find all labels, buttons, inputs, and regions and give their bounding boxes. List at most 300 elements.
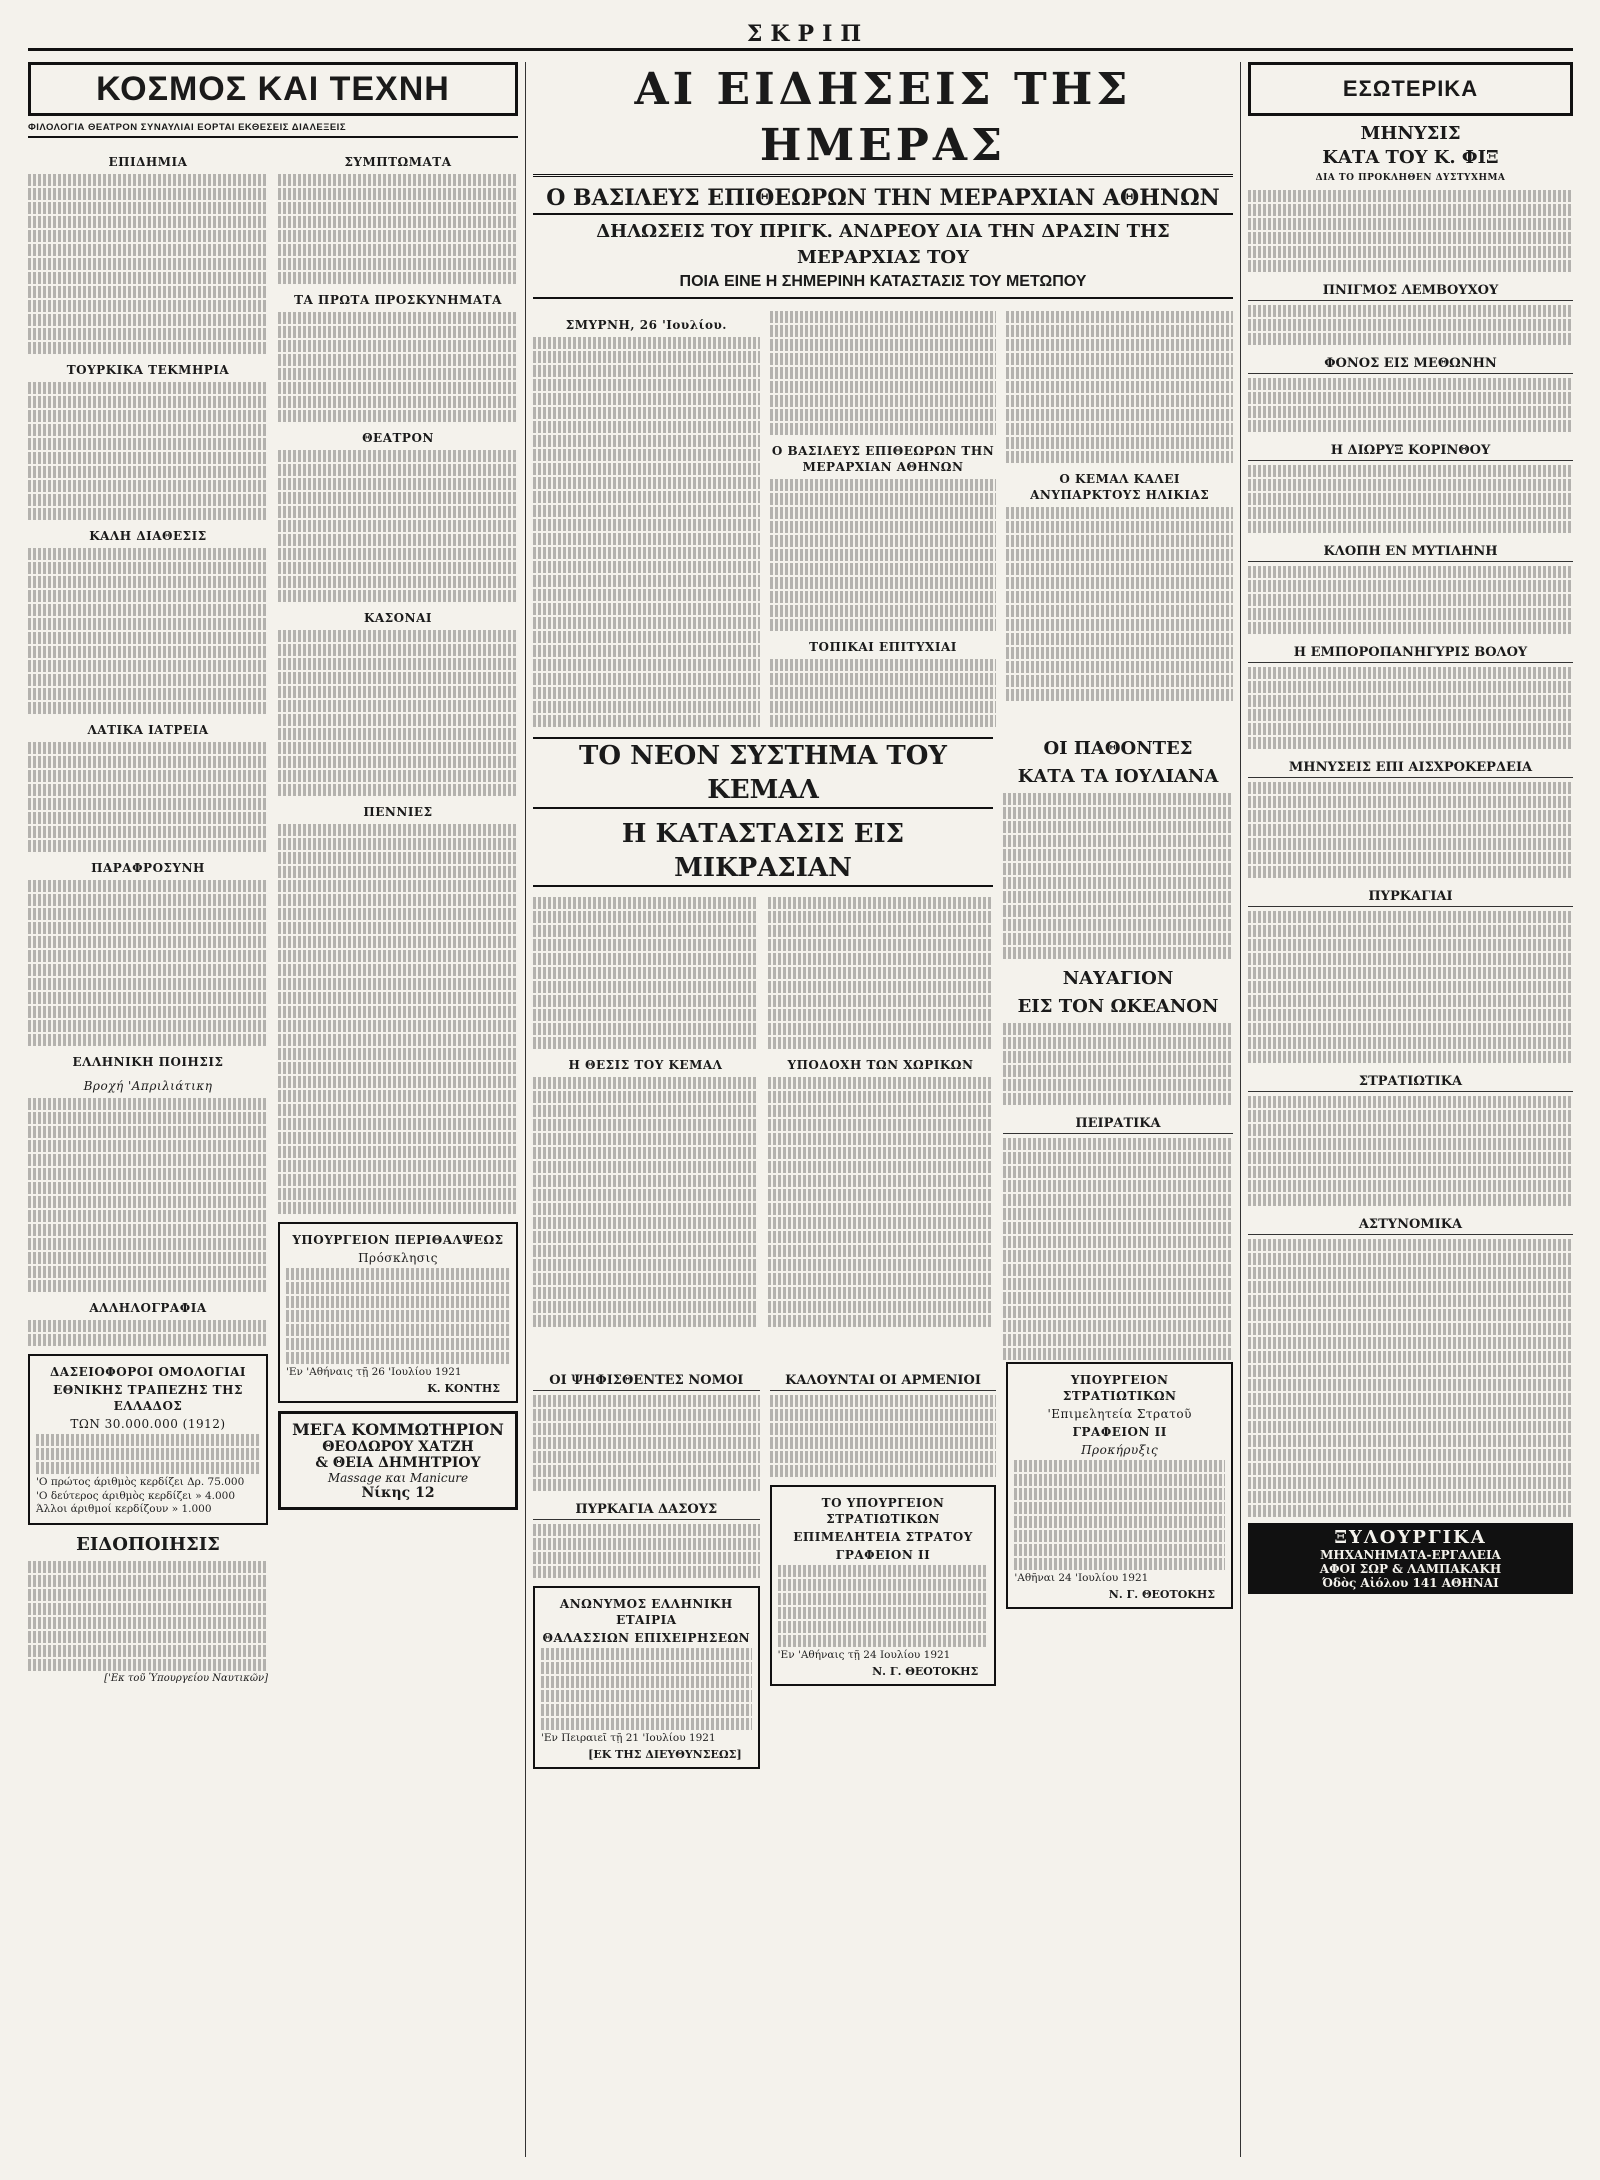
text-line <box>278 450 518 462</box>
army-notice-1 <box>770 1485 997 1686</box>
text-line <box>28 382 268 394</box>
text-line <box>28 188 268 200</box>
text-line <box>278 396 518 408</box>
text-line <box>278 1062 518 1074</box>
center-bottom-b <box>770 1362 997 1777</box>
text-line <box>278 464 518 476</box>
text-line <box>278 658 518 670</box>
text-line <box>770 1423 997 1435</box>
text-line <box>278 1090 518 1102</box>
text-line <box>278 1188 518 1200</box>
text-line <box>770 311 997 323</box>
text-line <box>778 1635 989 1647</box>
text-line <box>28 328 268 340</box>
article-heading: ΜΗΝΥΣΙΣ <box>1360 123 1461 144</box>
text-line <box>1003 1306 1233 1318</box>
text-line <box>1006 437 1233 449</box>
section-heading: ΤΟΥΡΚΙΚΑ ΤΕΚΜΗΡΙΑ <box>66 363 230 377</box>
text-line <box>28 272 268 284</box>
text-line <box>768 967 993 979</box>
text-line <box>1248 566 1573 578</box>
text-line <box>1003 947 1233 959</box>
text-line <box>278 382 518 394</box>
text-line <box>278 978 518 990</box>
text-line <box>1003 1236 1233 1248</box>
text-line <box>1248 1337 1573 1349</box>
text-line <box>1248 667 1573 679</box>
text-line <box>278 506 518 518</box>
text-line <box>1003 1152 1233 1164</box>
text-line <box>1248 1477 1573 1489</box>
section-heading: ΛΑΤΙΚΑ ΙΑΤΡΕΙΑ <box>87 723 209 737</box>
text-line <box>286 1310 510 1322</box>
text-line <box>1003 1222 1233 1234</box>
text-line <box>28 1334 268 1346</box>
text-line <box>533 1147 758 1159</box>
text-line <box>768 1161 993 1173</box>
text-line <box>28 1006 268 1018</box>
text-line <box>770 701 997 713</box>
text-line <box>1006 675 1233 687</box>
text-line <box>1014 1502 1225 1514</box>
text-line <box>28 618 268 630</box>
subheadline-2: ΠΟΙΑ ΕΙΝΕ Η ΣΗΜΕΡΙΝΗ ΚΑΤΑΣΤΑΣΙΣ ΤΟΥ ΜΕΤΩΠΟΥ <box>533 271 1233 299</box>
text-line <box>1006 521 1233 533</box>
bank-row: Άλλοι άριθμοί κερδίζουν » 1.000 <box>36 1503 212 1515</box>
text-line <box>28 964 268 976</box>
right-column <box>1248 62 1573 2157</box>
text-line <box>1248 1491 1573 1503</box>
text-line <box>533 1566 760 1578</box>
text-line <box>28 1575 268 1587</box>
text-line <box>28 258 268 270</box>
text-line <box>1248 622 1573 634</box>
text-line <box>768 1175 993 1187</box>
text-line <box>1248 1152 1573 1164</box>
text-line <box>28 1154 268 1166</box>
text-line <box>1248 1323 1573 1335</box>
text-line <box>278 672 518 684</box>
text-line <box>1248 796 1573 808</box>
section-banner-kosmos: ΚΟΣΜΟΣ ΚΑΙ ΤΕΧΝΗ <box>28 62 518 116</box>
text-line <box>278 728 518 740</box>
text-line <box>1003 807 1233 819</box>
text-line <box>1006 339 1233 351</box>
column-divider <box>525 62 526 2157</box>
text-line <box>1006 633 1233 645</box>
text-line <box>768 1301 993 1313</box>
text-line <box>1248 866 1573 878</box>
left-column <box>28 62 518 2157</box>
text-line <box>28 950 268 962</box>
text-line <box>533 351 760 363</box>
subheading: ΥΠΟΔΟΧΗ ΤΩΝ ΧΩΡΙΚΩΝ <box>787 1058 974 1072</box>
text-line <box>768 1077 993 1089</box>
text-line <box>1248 1023 1573 1035</box>
notices-signature: ['Εκ τοῦ Ὑπουργείου Ναυτικῶν] <box>104 1672 268 1684</box>
text-line <box>533 533 760 545</box>
text-line <box>541 1648 752 1660</box>
text-line <box>1248 1379 1573 1391</box>
text-line <box>28 1224 268 1236</box>
text-line <box>36 1448 260 1460</box>
text-line <box>533 421 760 433</box>
text-line <box>768 1147 993 1159</box>
text-line <box>533 1451 760 1463</box>
text-line <box>28 576 268 588</box>
text-line <box>278 188 518 200</box>
text-line <box>28 1645 268 1657</box>
text-line <box>1003 1208 1233 1220</box>
main-title: ΑΙ ΕΙΔΗΣΕΙΣ ΤΗΣ ΗΜΕΡΑΣ <box>533 62 1233 177</box>
text-line <box>533 1023 758 1035</box>
text-line <box>1006 325 1233 337</box>
text-line <box>278 1146 518 1158</box>
section-heading: Η ΔΙΩΡΥΞ ΚΟΡΙΝΘΟΥ <box>1248 442 1573 461</box>
text-line <box>533 561 760 573</box>
top-rule <box>28 48 1573 51</box>
text-line <box>1003 863 1233 875</box>
text-line <box>770 577 997 589</box>
text-line <box>1003 821 1233 833</box>
text-line <box>28 562 268 574</box>
text-line <box>533 1189 758 1201</box>
ad-line: ΘΕΟΔΩΡΟΥ ΧΑΤΖΗ <box>322 1438 474 1455</box>
text-line <box>278 1132 518 1144</box>
text-line <box>770 563 997 575</box>
text-line <box>28 396 268 408</box>
text-line <box>1248 594 1573 606</box>
text-line <box>533 407 760 419</box>
text-line <box>533 379 760 391</box>
text-line <box>768 1231 993 1243</box>
text-line <box>533 1231 758 1243</box>
text-line <box>1003 1023 1233 1035</box>
text-line <box>28 1140 268 1152</box>
text-line <box>28 756 268 768</box>
text-line <box>1003 1166 1233 1178</box>
text-line <box>533 1105 758 1117</box>
text-line <box>778 1607 989 1619</box>
kemal-columns <box>533 895 993 1329</box>
text-line <box>1003 1079 1233 1091</box>
text-line <box>1248 1051 1573 1063</box>
text-line <box>770 507 997 519</box>
text-line <box>1248 1421 1573 1433</box>
text-line <box>278 922 518 934</box>
armenians-title: ΚΑΛΟΥΝΤΑΙ ΟΙ ΑΡΜΕΝΙΟΙ <box>770 1372 997 1391</box>
text-line <box>533 715 760 727</box>
text-line <box>278 770 518 782</box>
army2-office: ΓΡΑΦΕΙΟΝ ΙΙ <box>1072 1425 1167 1439</box>
text-line <box>1006 647 1233 659</box>
text-line <box>286 1268 510 1280</box>
text-line <box>1006 535 1233 547</box>
text-line <box>1248 1037 1573 1049</box>
text-line <box>1003 1250 1233 1262</box>
army1-signature: Ν. Γ. ΘΕΟΤΟΚΗΣ <box>872 1664 979 1678</box>
text-line <box>533 659 760 671</box>
text-line <box>1006 563 1233 575</box>
text-line <box>1248 1435 1573 1447</box>
ad-line: & ΘΕΙΑ ΔΗΜΗΤΡΙΟΥ <box>315 1454 481 1471</box>
text-line <box>28 1182 268 1194</box>
text-line <box>1248 246 1573 258</box>
text-line <box>28 424 268 436</box>
text-line <box>1248 1009 1573 1021</box>
text-line <box>36 1434 260 1446</box>
section-heading: Η ΕΜΠΟΡΟΠΑΝΗΓΥΡΙΣ ΒΟΛΟΥ <box>1248 644 1573 663</box>
text-line <box>28 1561 268 1573</box>
text-line <box>278 742 518 754</box>
kemal-article <box>533 729 993 1362</box>
text-line <box>768 1133 993 1145</box>
text-line <box>768 953 993 965</box>
text-line <box>533 1301 758 1313</box>
text-line <box>1003 877 1233 889</box>
text-line <box>28 894 268 906</box>
text-line <box>278 630 518 642</box>
text-line <box>768 1315 993 1327</box>
text-line <box>28 770 268 782</box>
text-line <box>28 936 268 948</box>
text-line <box>28 1112 268 1124</box>
army2-proclamation: Προκήρυξις <box>1081 1443 1159 1457</box>
text-line <box>278 1076 518 1088</box>
text-line <box>770 367 997 379</box>
text-line <box>28 216 268 228</box>
text-line <box>1003 849 1233 861</box>
bank-title: ΔΑΣΕΙΟΦΟΡΟΙ ΟΜΟΛΟΓΙΑΙ <box>49 1365 246 1379</box>
army1-subtitle: ΕΠΙΜΕΛΗΤΕΙΑ ΣΤΡΑΤΟΥ <box>793 1530 973 1544</box>
text-line <box>278 1118 518 1130</box>
text-line <box>278 784 518 796</box>
pathontes-subtitle: ΚΑΤΑ ΤΑ ΙΟΥΛΙΑΝΑ <box>1017 766 1219 787</box>
kemal-subtitle: Η ΚΑΤΑΣΤΑΣΙΣ ΕΙΣ ΜΙΚΡΑΣΙΑΝ <box>533 817 993 887</box>
text-line <box>1248 305 1573 317</box>
text-line <box>28 1617 268 1629</box>
text-line <box>278 534 518 546</box>
text-line <box>533 1175 758 1187</box>
text-line <box>28 410 268 422</box>
text-line <box>770 715 997 727</box>
text-line <box>28 590 268 602</box>
text-line <box>1248 260 1573 272</box>
ad-line: ΜΗΧΑΝΗΜΑΤΑ-ΕΡΓΑΛΕΙΑ <box>1320 1548 1501 1562</box>
text-line <box>1248 521 1573 533</box>
text-line <box>278 1160 518 1172</box>
text-line <box>770 479 997 491</box>
dateline: ΣΜΥΡΝΗ, 26 'Ιουλίου. <box>565 318 727 332</box>
kemal-title: ΤΟ ΝΕΟΝ ΣΥΣΤΗΜΑ ΤΟΥ ΚΕΜΑΛ <box>533 737 993 809</box>
subheading: ΤΑ ΠΡΩΤΑ ΠΡΟΣΚΥΝΗΜΑΤΑ <box>294 293 502 307</box>
ad-line: ΑΦΟΙ ΣΩΡ & ΛΑΜΠΑΚΑΚΗ <box>1319 1562 1502 1576</box>
text-line <box>533 967 758 979</box>
text-line <box>1248 723 1573 735</box>
text-line <box>278 410 518 422</box>
text-line <box>28 632 268 644</box>
ad-line: Massage και Manicure <box>327 1470 469 1485</box>
text-line <box>768 897 993 909</box>
army-notice-2 <box>1006 1362 1233 1609</box>
text-line <box>1248 1449 1573 1461</box>
text-line <box>28 1210 268 1222</box>
text-line <box>1003 1194 1233 1206</box>
text-line <box>1248 681 1573 693</box>
left-subcolumn-b <box>278 146 518 1684</box>
text-line <box>533 701 760 713</box>
center-subcolumn-c <box>1006 309 1233 729</box>
text-line <box>1003 1334 1233 1346</box>
text-line <box>1003 1264 1233 1276</box>
text-line <box>533 1119 758 1131</box>
section-heading: ΦΟΝΟΣ ΕΙΣ ΜΕΘΩΝΗΝ <box>1248 355 1573 374</box>
article-subheading: ΔΙΑ ΤΟ ΠΡΟΚΛΗΘΕΝ ΔΥΣΤΥΧΗΜΑ <box>1315 173 1506 183</box>
text-line <box>28 1603 268 1615</box>
text-line <box>28 548 268 560</box>
text-line <box>1248 1138 1573 1150</box>
text-line <box>278 492 518 504</box>
section-heading: ΠΝΙΓΜΟΣ ΛΕΜΒΟΥΧΟΥ <box>1248 282 1573 301</box>
text-line <box>770 493 997 505</box>
text-line <box>28 826 268 838</box>
text-line <box>28 646 268 658</box>
text-line <box>278 230 518 242</box>
kemal-col-a <box>533 895 758 1329</box>
section-heading: ΚΑΛΗ ΔΙΑΘΕΣΙΣ <box>89 529 207 543</box>
text-line <box>533 435 760 447</box>
text-line <box>1003 905 1233 917</box>
text-line <box>278 590 518 602</box>
left-subcolumn-a <box>28 146 268 1684</box>
poem-title: Βροχή 'Απριλιάτικη <box>83 1079 213 1093</box>
text-line <box>28 922 268 934</box>
text-line <box>1248 190 1573 202</box>
text-line <box>278 992 518 1004</box>
text-line <box>533 449 760 461</box>
text-line <box>768 1105 993 1117</box>
text-line <box>1248 1180 1573 1192</box>
text-line <box>1003 1093 1233 1105</box>
text-line <box>768 981 993 993</box>
center-bottom-subcolumns <box>533 1362 1233 1777</box>
text-line <box>28 1320 268 1332</box>
text-line <box>28 742 268 754</box>
text-line <box>770 535 997 547</box>
army1-office: ΓΡΑΦΕΙΟΝ ΙΙ <box>835 1548 931 1562</box>
text-line <box>533 617 760 629</box>
text-line <box>278 852 518 864</box>
text-line <box>1014 1558 1225 1570</box>
text-line <box>533 1037 758 1049</box>
text-line <box>278 756 518 768</box>
text-line <box>770 605 997 617</box>
votes-title: ΟΙ ΨΗΦΙΣΘΕΝΤΕΣ ΝΟΜΟΙ <box>533 1372 760 1391</box>
text-line <box>1248 824 1573 836</box>
text-line <box>28 202 268 214</box>
text-line <box>278 644 518 656</box>
center-bottom-a <box>533 1362 760 1777</box>
center-bottom-c <box>1006 1362 1233 1777</box>
text-line <box>533 1287 758 1299</box>
text-line <box>770 673 997 685</box>
text-line <box>768 1245 993 1257</box>
text-line <box>28 992 268 1004</box>
text-line <box>533 1259 758 1271</box>
text-line <box>28 702 268 714</box>
text-line <box>28 1631 268 1643</box>
text-line <box>1006 591 1233 603</box>
text-line <box>768 911 993 923</box>
text-line <box>1248 392 1573 404</box>
text-line <box>533 897 758 909</box>
text-line <box>28 494 268 506</box>
text-line <box>28 286 268 298</box>
center-subcolumn-a <box>533 309 760 729</box>
text-line <box>1003 919 1233 931</box>
text-line <box>1248 810 1573 822</box>
text-line <box>286 1282 510 1294</box>
text-line <box>278 1174 518 1186</box>
subheading: ΘΕΑΤΡΟΝ <box>362 431 434 445</box>
navagion-title: ΝΑΥΑΓΙΟΝ <box>1062 968 1174 989</box>
text-line <box>278 880 518 892</box>
ad-line: ΜΕΓΑ ΚΟΜΜΩΤΗΡΙΟΝ <box>292 1419 504 1439</box>
text-line <box>1248 1267 1573 1279</box>
text-line <box>533 1133 758 1145</box>
text-line <box>1248 1351 1573 1363</box>
text-line <box>278 838 518 850</box>
text-line <box>278 312 518 324</box>
text-line <box>533 981 758 993</box>
text-line <box>533 337 760 349</box>
text-line <box>768 1091 993 1103</box>
text-line <box>28 1280 268 1292</box>
text-line <box>278 562 518 574</box>
text-line <box>1006 507 1233 519</box>
text-line <box>286 1324 510 1336</box>
text-line <box>1248 1393 1573 1405</box>
text-line <box>541 1690 752 1702</box>
text-line <box>1248 1281 1573 1293</box>
text-line <box>278 174 518 186</box>
newspaper-page <box>28 22 1573 2162</box>
army2-signature: Ν. Γ. ΘΕΟΤΟΚΗΣ <box>1108 1587 1216 1601</box>
text-line <box>778 1621 989 1633</box>
text-line <box>1006 605 1233 617</box>
text-line <box>1248 1295 1573 1307</box>
text-line <box>28 840 268 852</box>
text-line <box>28 660 268 672</box>
text-line <box>533 1423 760 1435</box>
text-line <box>1003 1292 1233 1304</box>
text-line <box>286 1296 510 1308</box>
text-line <box>533 1437 760 1449</box>
text-line <box>1248 981 1573 993</box>
text-line <box>770 549 997 561</box>
fires-title: ΠΥΡΚΑΓΙΑ ΔΑΣΟΥΣ <box>533 1501 760 1520</box>
kemal-col-b <box>768 895 993 1329</box>
text-line <box>533 1479 760 1491</box>
text-line <box>1248 333 1573 345</box>
army2-title: ΥΠΟΥΡΓΕΙΟΝ ΣΤΡΑΤΙΩΤΙΚΩΝ <box>1062 1373 1177 1403</box>
text-line <box>28 314 268 326</box>
ministry-signature: Κ. ΚΟΝΤΗΣ <box>427 1381 500 1395</box>
subheading: ΠΕΝΝΙΕΣ <box>363 805 433 819</box>
pathontes-title: ΟΙ ΠΑΘΟΝΤΕΣ <box>1043 738 1193 759</box>
text-line <box>778 1593 989 1605</box>
text-line <box>28 1252 268 1264</box>
